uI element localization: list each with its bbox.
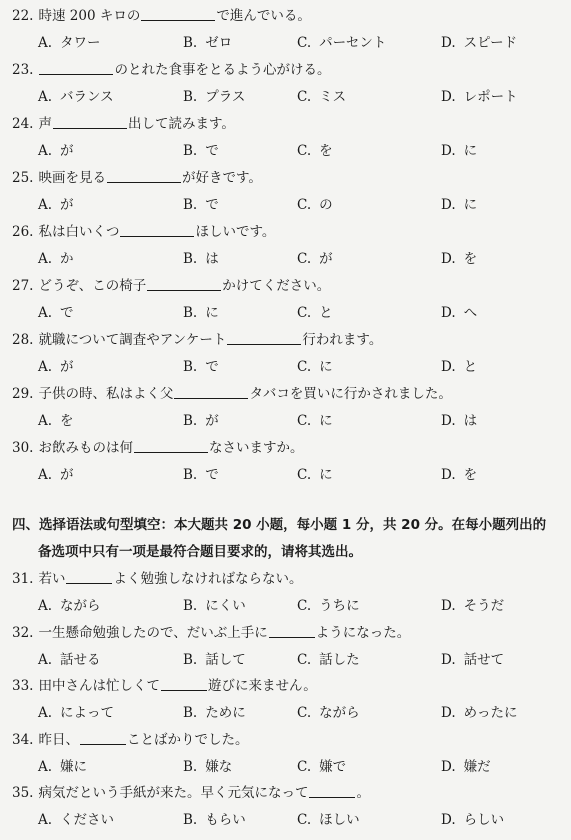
question-item: [0, 728, 571, 782]
answer-blank: [174, 383, 248, 399]
answer-option: [441, 701, 518, 725]
option-text: にくい: [205, 598, 246, 614]
answer-option: [297, 301, 333, 325]
answer-options: [0, 594, 571, 618]
question-number: 31.: [12, 571, 34, 587]
answer-option: [297, 648, 360, 672]
question-stem: [12, 436, 303, 460]
question-text-after-blank: ようになった。: [315, 624, 411, 641]
answer-options: [0, 648, 571, 672]
question-text-after-blank: が好きです。: [181, 170, 262, 186]
question-stem: [12, 674, 317, 698]
answer-option: [183, 193, 219, 217]
question-number: 33.: [12, 678, 34, 694]
answer-option: [441, 648, 504, 672]
answer-options: [0, 701, 571, 725]
answer-option: [183, 31, 232, 55]
option-letter: A.: [38, 758, 53, 775]
option-letter: C.: [297, 89, 312, 105]
question-text-after-blank: かけてください。: [222, 278, 331, 294]
question-item: [0, 436, 571, 490]
option-letter: D.: [441, 812, 456, 828]
option-letter: D.: [441, 359, 456, 375]
option-letter: D.: [441, 758, 456, 775]
option-letter: A.: [38, 705, 53, 721]
option-text: ゼロ: [205, 35, 233, 51]
option-letter: B.: [183, 413, 198, 429]
option-letter: C.: [297, 359, 312, 375]
answer-option: [38, 648, 101, 672]
option-text: に: [463, 143, 478, 159]
answer-option: [297, 85, 346, 109]
answer-option: [183, 808, 246, 832]
option-text: プラス: [205, 89, 246, 105]
answer-option: [38, 594, 101, 618]
option-letter: B.: [183, 251, 198, 267]
option-letter: D.: [441, 251, 456, 267]
option-letter: C.: [297, 598, 312, 614]
option-letter: D.: [441, 598, 456, 614]
option-text: タワー: [60, 35, 101, 51]
option-letter: A.: [38, 89, 53, 105]
question-number: 34.: [12, 731, 34, 748]
question-text-before-blank: 声: [38, 116, 52, 132]
option-text: が: [319, 251, 333, 267]
option-text: ために: [205, 705, 246, 721]
answer-option: [297, 355, 333, 379]
option-text: ほしい: [319, 812, 360, 828]
option-text: ミス: [319, 89, 347, 105]
question-stem: [12, 274, 330, 298]
answer-option: [38, 301, 74, 325]
option-text: を: [319, 143, 333, 159]
question-item: [0, 382, 571, 436]
question-item: [0, 166, 571, 220]
question-number: 30.: [12, 440, 34, 456]
option-letter: B.: [183, 812, 198, 828]
option-text: もらい: [205, 812, 246, 828]
option-text: ながら: [319, 705, 360, 721]
option-text: で: [205, 359, 219, 375]
option-letter: C.: [297, 413, 312, 429]
option-text: 嫌な: [205, 758, 233, 775]
answer-option: [297, 409, 333, 433]
option-letter: C.: [297, 305, 312, 321]
answer-option: [38, 31, 101, 55]
question-item: [0, 58, 571, 112]
question-item: [0, 567, 571, 621]
answer-options: [0, 409, 571, 433]
option-letter: B.: [183, 305, 198, 321]
option-text: の: [319, 197, 333, 213]
question-item: [0, 781, 571, 835]
section-header: [12, 512, 567, 566]
question-number: 28.: [12, 332, 34, 348]
question-text-before-blank: 時速 200 キロの: [38, 8, 141, 24]
answer-option: [183, 355, 219, 379]
question-text-after-blank: のとれた食事をとるよう心がける。: [114, 62, 331, 78]
answer-option: [38, 808, 114, 832]
answer-options: [0, 355, 571, 379]
option-letter: C.: [297, 467, 312, 483]
option-text: と: [463, 359, 478, 375]
option-text: そうだ: [463, 598, 505, 614]
option-text: で: [205, 143, 219, 159]
option-letter: D.: [441, 705, 456, 721]
option-text: と: [319, 305, 333, 321]
question-text-before-blank: 子供の時、私はよく父: [38, 386, 174, 402]
answer-option: [183, 85, 245, 109]
option-letter: A.: [38, 812, 53, 828]
question-text-after-blank: 出して読みます。: [127, 116, 235, 132]
answer-option: [297, 31, 386, 55]
question-number: 29.: [12, 386, 34, 402]
answer-option: [297, 463, 333, 487]
option-letter: B.: [183, 758, 198, 775]
question-item: [0, 621, 571, 675]
option-letter: A.: [38, 197, 53, 213]
option-text: を: [463, 467, 478, 483]
option-letter: A.: [38, 251, 53, 267]
option-text: が: [60, 467, 74, 483]
question-stem: [12, 567, 302, 591]
answer-options: [0, 247, 571, 271]
question-stem: [12, 4, 311, 28]
answer-options: [0, 808, 571, 832]
question-text-before-blank: 私は白いくつ: [38, 224, 120, 240]
answer-option: [183, 139, 219, 163]
option-text: 話せて: [463, 651, 505, 668]
answer-option: [297, 247, 333, 271]
question-stem: [12, 328, 382, 352]
answer-option: [183, 648, 246, 672]
question-stem: [12, 728, 248, 752]
option-letter: B.: [183, 359, 198, 375]
option-letter: B.: [183, 598, 198, 614]
question-text-before-blank: 就職について調査やアンケート: [38, 332, 227, 348]
answer-options: [0, 31, 571, 55]
answer-blank: [120, 221, 194, 237]
option-letter: C.: [297, 143, 312, 159]
option-text: らしい: [463, 812, 505, 828]
option-letter: A.: [38, 651, 53, 668]
question-item: [0, 274, 571, 328]
option-letter: D.: [441, 467, 456, 483]
answer-option: [297, 808, 360, 832]
question-text-after-blank: なさいますか。: [208, 440, 304, 456]
answer-blank: [141, 5, 215, 21]
answer-option: [441, 463, 477, 487]
answer-blank: [39, 59, 113, 75]
answer-option: [441, 355, 477, 379]
question-text-after-blank: タバコを買いに行かされました。: [249, 386, 452, 402]
option-text: に: [319, 413, 333, 429]
question-number: 22.: [12, 8, 34, 24]
question-text-before-blank: 映画を見る: [38, 170, 106, 186]
option-letter: C.: [297, 758, 312, 775]
option-text: を: [60, 413, 74, 429]
answer-option: [441, 139, 477, 163]
question-stem: [12, 220, 275, 244]
option-text: バランス: [60, 89, 114, 105]
answer-option: [183, 701, 246, 725]
answer-options: [0, 755, 571, 779]
answer-option: [441, 85, 518, 109]
question-text-after-blank: 。: [356, 785, 370, 801]
option-text: に: [319, 359, 333, 375]
option-letter: C.: [297, 197, 312, 213]
question-stem: [12, 621, 410, 645]
answer-option: [297, 755, 346, 779]
answer-option: [38, 701, 114, 725]
option-letter: A.: [38, 143, 53, 159]
answer-option: [441, 247, 477, 271]
question-text-before-blank: 田中さんは忙しくて: [38, 678, 160, 694]
answer-blank: [227, 329, 301, 345]
option-text: レポート: [463, 89, 518, 105]
option-letter: A.: [38, 467, 53, 483]
question-number: 25.: [12, 170, 34, 186]
question-item: [0, 674, 571, 728]
option-text: か: [60, 251, 74, 267]
option-text: スピード: [463, 35, 518, 51]
option-text: で: [205, 197, 219, 213]
question-text-after-blank: 行われます。: [302, 332, 383, 348]
option-text: で: [60, 305, 74, 321]
answer-option: [441, 31, 517, 55]
question-stem: [12, 166, 262, 190]
question-stem: [12, 112, 235, 136]
section-instruction-line2: 备选项中只有一项是最符合题目要求的，请将其选出。: [38, 544, 362, 560]
answer-blank: [309, 782, 355, 798]
answer-option: [183, 247, 219, 271]
question-text-before-blank: 一生懸命勉強したので、だいぶ上手に: [38, 624, 268, 641]
answer-option: [38, 193, 74, 217]
option-letter: C.: [297, 812, 312, 828]
answer-option: [38, 755, 87, 779]
option-letter: A.: [38, 359, 53, 375]
question-text-after-blank: よく勉強しなければならない。: [113, 571, 303, 587]
question-text-after-blank: で進んでいる。: [216, 8, 311, 24]
answer-option: [441, 594, 504, 618]
option-text: によって: [60, 705, 115, 721]
answer-option: [441, 808, 504, 832]
question-text-before-blank: 若い: [38, 571, 66, 587]
answer-option: [183, 409, 219, 433]
option-text: を: [463, 251, 478, 267]
question-number: 35.: [12, 785, 34, 801]
question-number: 23.: [12, 62, 34, 78]
answer-options: [0, 301, 571, 325]
option-text: 話せる: [60, 651, 101, 668]
answer-blank: [161, 675, 207, 691]
answer-option: [297, 594, 360, 618]
option-text: が: [60, 197, 74, 213]
question-text-after-blank: ことばかりでした。: [126, 731, 249, 748]
question-number: 24.: [12, 116, 34, 132]
answer-option: [183, 463, 219, 487]
option-letter: B.: [183, 651, 198, 668]
answer-blank: [66, 568, 112, 584]
option-text: うちに: [319, 598, 360, 614]
answer-blank: [80, 729, 126, 745]
answer-blank: [134, 437, 208, 453]
answer-option: [441, 409, 477, 433]
option-text: 嫌に: [60, 758, 88, 775]
option-letter: D.: [441, 413, 456, 429]
answer-option: [297, 139, 333, 163]
option-letter: B.: [183, 197, 198, 213]
option-text: 話して: [205, 651, 246, 668]
answer-option: [441, 301, 477, 325]
question-item: [0, 328, 571, 382]
answer-option: [297, 701, 360, 725]
question-stem: [12, 781, 370, 805]
question-text-before-blank: 病気だという手紙が来た。早く元気になって: [38, 785, 309, 801]
option-text: が: [60, 143, 74, 159]
answer-blank: [147, 275, 221, 291]
option-text: に: [205, 305, 219, 321]
option-letter: B.: [183, 467, 198, 483]
question-item: [0, 112, 571, 166]
option-letter: A.: [38, 35, 53, 51]
answer-option: [38, 139, 74, 163]
option-text: が: [205, 413, 219, 429]
option-letter: B.: [183, 143, 198, 159]
option-letter: D.: [441, 35, 456, 51]
option-letter: D.: [441, 143, 456, 159]
question-text-after-blank: 遊びに来ません。: [207, 678, 317, 694]
answer-blank: [53, 113, 127, 129]
option-letter: D.: [441, 651, 456, 668]
question-number: 32.: [12, 624, 34, 641]
question-item: [0, 220, 571, 274]
question-text-before-blank: 昨日、: [38, 731, 79, 748]
option-letter: C.: [297, 251, 312, 267]
question-number: 26.: [12, 224, 34, 240]
option-text: で: [205, 467, 219, 483]
option-letter: A.: [38, 305, 53, 321]
answer-options: [0, 85, 571, 109]
question-item: [0, 4, 571, 58]
option-text: は: [463, 413, 478, 429]
option-letter: D.: [441, 89, 456, 105]
option-text: 話した: [319, 651, 360, 668]
answer-option: [38, 409, 74, 433]
option-text: めったに: [463, 705, 518, 721]
answer-option: [38, 463, 74, 487]
answer-option: [183, 594, 246, 618]
option-text: ながら: [60, 598, 101, 614]
answer-option: [38, 247, 74, 271]
option-text: に: [463, 197, 478, 213]
question-text-after-blank: ほしいです。: [195, 224, 276, 240]
question-text-before-blank: お飲みものは何: [38, 440, 133, 456]
option-letter: A.: [38, 598, 53, 614]
section-instruction-line1: 四、选择语法或句型填空：本大题共 20 小题，每小题 1 分，共 20 分。在每小题列出的: [12, 517, 547, 533]
answer-blank: [107, 167, 181, 183]
question-stem: [12, 382, 452, 406]
option-letter: D.: [441, 197, 456, 213]
question-number: 27.: [12, 278, 34, 294]
option-text: が: [60, 359, 74, 375]
option-text: へ: [463, 305, 478, 321]
question-text-before-blank: どうぞ、この椅子: [38, 278, 147, 294]
option-letter: B.: [183, 89, 198, 105]
answer-option: [441, 193, 477, 217]
option-letter: A.: [38, 413, 53, 429]
answer-option: [441, 755, 491, 779]
option-text: に: [319, 467, 333, 483]
option-letter: C.: [297, 35, 312, 51]
answer-blank: [269, 622, 315, 638]
answer-option: [38, 355, 74, 379]
option-text: パーセント: [319, 35, 387, 51]
answer-option: [183, 301, 219, 325]
option-letter: B.: [183, 35, 198, 51]
option-letter: B.: [183, 705, 198, 721]
answer-options: [0, 463, 571, 487]
option-text: 嫌だ: [463, 758, 491, 775]
option-text: 嫌で: [319, 758, 347, 775]
option-letter: D.: [441, 305, 456, 321]
question-stem: [12, 58, 330, 82]
answer-options: [0, 193, 571, 217]
option-letter: C.: [297, 705, 312, 721]
answer-option: [297, 193, 333, 217]
answer-options: [0, 139, 571, 163]
option-text: は: [205, 251, 219, 267]
answer-option: [183, 755, 232, 779]
option-text: ください: [60, 812, 115, 828]
option-letter: C.: [297, 651, 312, 668]
answer-option: [38, 85, 114, 109]
